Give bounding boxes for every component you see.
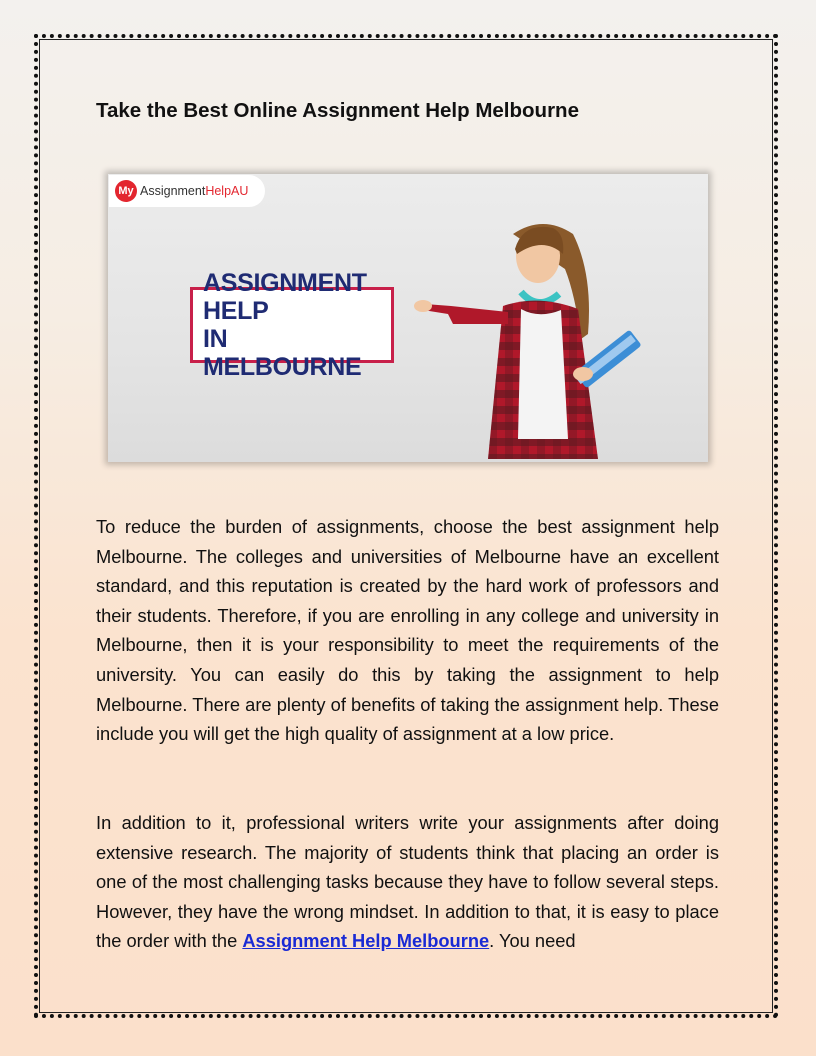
assignment-help-melbourne-link[interactable]: Assignment Help Melbourne <box>242 930 490 952</box>
assignment-help-sign <box>190 269 394 381</box>
brand-logo <box>109 175 265 207</box>
paragraph-2: In addition to it, professional writers write your assignments after doing extensive research. The majority of students think that placing an order is one of the most challenging tasks because they have to follow several steps. However, they have the wrong mindset. In addition to that, it is easy to place the order with the Assignment Help Melbourne. You need <box>96 812 719 952</box>
sign-line-1: ASSIGNMENT HELP <box>203 269 367 325</box>
page-title: Take the Best Online Assignment Help Melbourne <box>96 99 579 122</box>
sign-line-2: IN MELBOURNE <box>203 325 362 381</box>
logo-text: AssignmentHelpAU <box>140 184 249 198</box>
student-illustration <box>393 214 653 462</box>
paragraph-1: To reduce the burden of assignments, choose the best assignment help Melbourne. The colleges and universities of Melbourne have an excellent standard, and this reputation is created by the hard work of professors and their students. Therefore, if you are enrolling in any college and university in Melbourne, then it is your responsibility to meet the requirements of the university. You can easily do this by taking the assignment to help Melbourne. There are plenty of benefits of taking the assignment help. These include you will get the high quality of assignment at a low price. <box>96 516 719 745</box>
logo-badge: My <box>115 180 137 202</box>
hero-image <box>108 174 708 462</box>
